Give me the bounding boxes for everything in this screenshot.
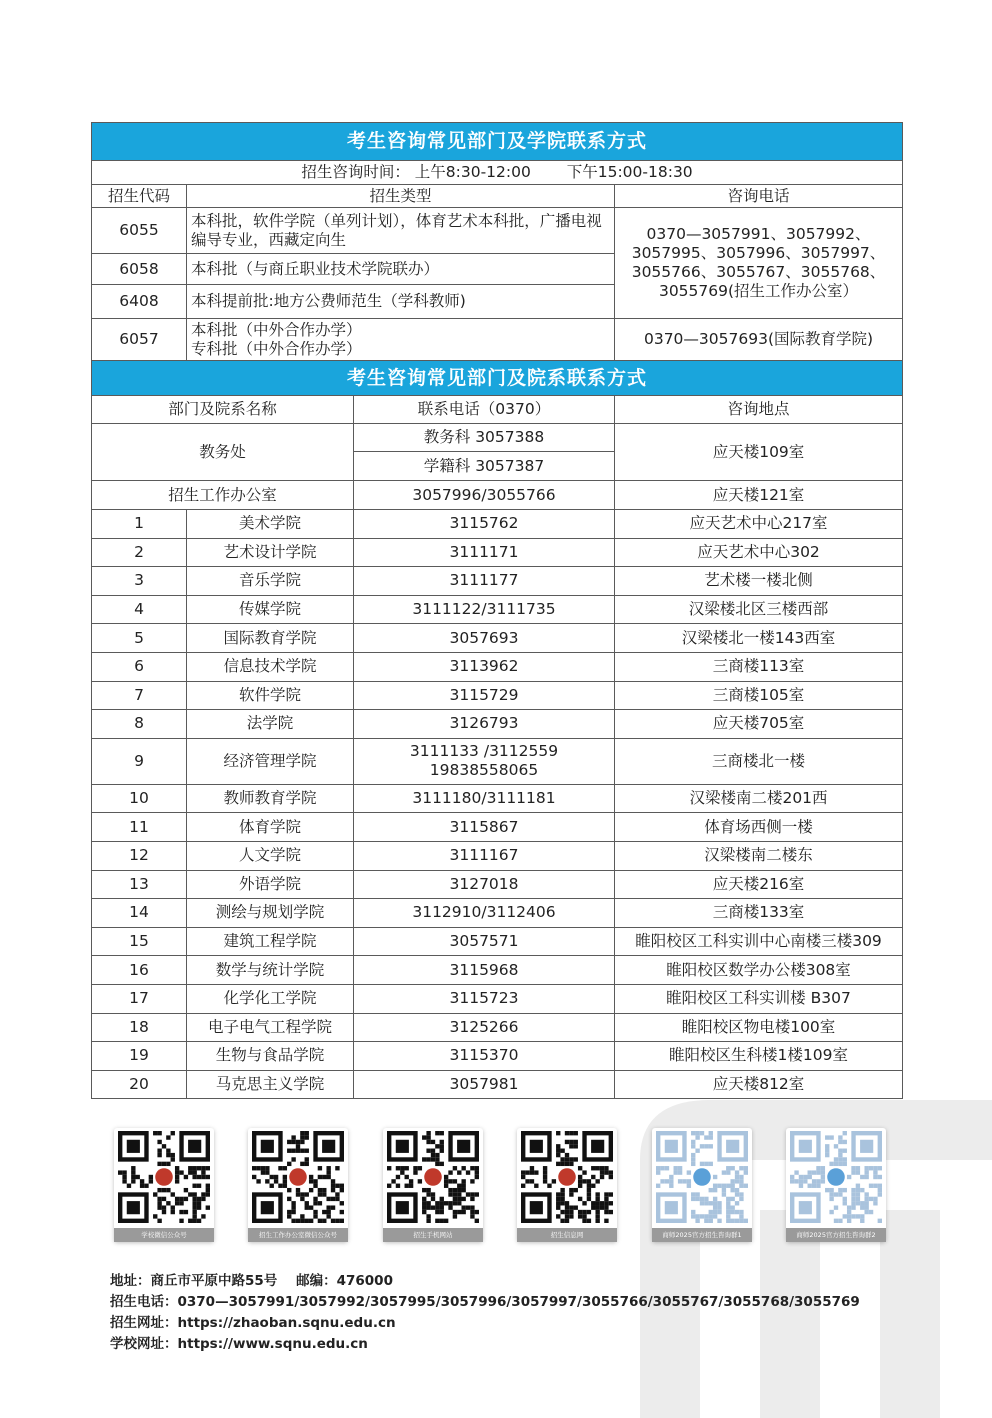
row-number: 18 [92, 1013, 187, 1042]
admission-code: 6058 [92, 254, 187, 285]
table-row [92, 738, 903, 784]
college-place: 汉梁楼南二楼201西 [615, 784, 903, 813]
college-phone: 3111122/3111735 [354, 595, 615, 624]
row-number: 7 [92, 681, 187, 710]
college-place: 汉梁楼南二楼东 [615, 841, 903, 870]
college-name: 体育学院 [187, 813, 354, 842]
college-name: 电子电气工程学院 [187, 1013, 354, 1042]
phone-value: 0370—3057991/3057992/3057995/3057996/3057997/3055766/3055767/3055768/3055769 [177, 1294, 860, 1310]
college-phone: 3127018 [354, 870, 615, 899]
qr-card [652, 1128, 752, 1242]
school-url-line [110, 1334, 860, 1355]
college-place: 睢阳校区工科实训楼 B307 [615, 984, 903, 1013]
table-row [92, 899, 903, 928]
zhaoban-url-link[interactable]: https://zhaoban.sqnu.edu.cn [177, 1315, 396, 1331]
table-row [92, 710, 903, 739]
admission-code: 6057 [92, 319, 187, 361]
college-name: 数学与统计学院 [187, 956, 354, 985]
college-place: 应天艺术中心217室 [615, 510, 903, 539]
college-phone: 3125266 [354, 1013, 615, 1042]
college-phone: 3111167 [354, 841, 615, 870]
qr-card [786, 1128, 886, 1242]
college-name: 教师教育学院 [187, 784, 354, 813]
college-place: 应天楼705室 [615, 710, 903, 739]
table-row [92, 1070, 903, 1099]
header-phone: 咨询电话 [615, 185, 903, 208]
college-phone: 3111171 [354, 538, 615, 567]
header-dept-place: 咨询地点 [615, 396, 903, 424]
admission-code-table [91, 122, 903, 361]
college-phone: 3115762 [354, 510, 615, 539]
college-place: 睢阳校区工科实训中心南楼三楼309 [615, 927, 903, 956]
qr-code-icon [790, 1131, 882, 1223]
college-name: 软件学院 [187, 681, 354, 710]
college-place: 应天楼812室 [615, 1070, 903, 1099]
school-url-label: 学校网址： [110, 1336, 178, 1352]
qr-caption: 招生信息网 [517, 1228, 617, 1242]
footer-contact [110, 1271, 860, 1355]
consult-phone-intl: 0370—3057693(国际教育学院) [615, 319, 903, 361]
dept-place: 应天楼121室 [615, 481, 903, 510]
row-number: 9 [92, 738, 187, 784]
table-row [92, 510, 903, 539]
college-place: 汉梁楼北一楼143西室 [615, 624, 903, 653]
college-phone: 3115370 [354, 1042, 615, 1071]
college-name: 国际教育学院 [187, 624, 354, 653]
row-number: 12 [92, 841, 187, 870]
admission-type: 本科批（与商丘职业技术学院联办） [187, 254, 615, 285]
college-place: 汉梁楼北区三楼西部 [615, 595, 903, 624]
row-number: 10 [92, 784, 187, 813]
qr-code-icon [387, 1131, 479, 1223]
qr-code-icon [252, 1131, 344, 1223]
college-phone: 3126793 [354, 710, 615, 739]
table2-title: 考生咨询常见部门及院系联系方式 [92, 361, 903, 396]
consult-phone-main: 0370—3057991、3057992、3057995、3057996、3057997、3055766、3055767、3055768、3055769(招生工作办公室） [615, 208, 903, 319]
table-row [92, 319, 903, 361]
admission-type: 本科批，软件学院（单列计划），体育艺术本科批，广播电视编导专业，西藏定向生 [187, 208, 615, 254]
header-dept-name: 部门及院系名称 [92, 396, 354, 424]
table-row [92, 424, 903, 452]
table-row [92, 1013, 903, 1042]
college-name: 美术学院 [187, 510, 354, 539]
contact-sheet [91, 122, 902, 1099]
qr-caption: 商师2025官方招生咨询群2 [786, 1228, 886, 1242]
college-phone: 3057571 [354, 927, 615, 956]
college-name: 测绘与规划学院 [187, 899, 354, 928]
college-place: 三商楼105室 [615, 681, 903, 710]
college-place: 体育场西侧一楼 [615, 813, 903, 842]
qr-code-icon [118, 1131, 210, 1223]
dept-place: 应天楼109室 [615, 424, 903, 481]
zhaoban-url-line [110, 1313, 860, 1334]
table-row [92, 956, 903, 985]
row-number: 1 [92, 510, 187, 539]
college-phone: 3115968 [354, 956, 615, 985]
header-type: 招生类型 [187, 185, 615, 208]
qr-code-icon [521, 1131, 613, 1223]
consult-time-pm: 下午15:00-18:30 [566, 163, 693, 181]
header-code: 招生代码 [92, 185, 187, 208]
table-row [92, 784, 903, 813]
table-row [92, 870, 903, 899]
qr-caption: 招生手机网站 [383, 1228, 483, 1242]
consult-time-row [92, 161, 903, 185]
row-number: 11 [92, 813, 187, 842]
qr-card [248, 1128, 348, 1242]
address-label: 地址： [110, 1273, 151, 1289]
college-phone-line: 3111133 /3112559 [409, 742, 559, 761]
college-place: 三商楼北一楼 [615, 738, 903, 784]
table-row [92, 984, 903, 1013]
consult-time-label: 招生咨询时间： [301, 163, 410, 181]
row-number: 16 [92, 956, 187, 985]
row-number: 15 [92, 927, 187, 956]
qr-card [114, 1128, 214, 1242]
table1-header-row [92, 185, 903, 208]
college-place: 睢阳校区生科楼1楼109室 [615, 1042, 903, 1071]
college-phone: 3057981 [354, 1070, 615, 1099]
college-place: 睢阳校区数学办公楼308室 [615, 956, 903, 985]
zhaoban-url-label: 招生网址： [110, 1315, 178, 1331]
row-number: 8 [92, 710, 187, 739]
college-place: 三商楼113室 [615, 652, 903, 681]
college-phone: 3111180/3111181 [354, 784, 615, 813]
row-number: 5 [92, 624, 187, 653]
college-phone-line: 19838558065 [429, 761, 539, 780]
college-place: 三商楼133室 [615, 899, 903, 928]
college-name: 传媒学院 [187, 595, 354, 624]
table-row [92, 813, 903, 842]
row-number: 4 [92, 595, 187, 624]
table-row [92, 652, 903, 681]
college-phone: 3115723 [354, 984, 615, 1013]
table-row [92, 624, 903, 653]
qr-caption: 商师2025官方招生咨询群1 [652, 1228, 752, 1242]
admission-type-line: 本科批（中外合作办学） [191, 320, 362, 339]
qr-card [517, 1128, 617, 1242]
college-phone [354, 738, 615, 784]
row-number: 17 [92, 984, 187, 1013]
college-place: 睢阳校区物电楼100室 [615, 1013, 903, 1042]
college-phone: 3112910/3112406 [354, 899, 615, 928]
department-contact-table [91, 360, 903, 1099]
table-row [92, 567, 903, 596]
college-phone: 3115729 [354, 681, 615, 710]
phone-line [110, 1292, 860, 1313]
qr-caption: 招生工作办公室微信公众号 [248, 1228, 348, 1242]
college-phone: 3115867 [354, 813, 615, 842]
table-row [92, 1042, 903, 1071]
table-row [92, 208, 903, 254]
admission-type-line: 专科批（中外合作办学） [191, 339, 362, 358]
row-number: 20 [92, 1070, 187, 1099]
address-line [110, 1271, 860, 1292]
admission-code: 6408 [92, 285, 187, 319]
table-row [92, 927, 903, 956]
qr-code-icon [656, 1131, 748, 1223]
consult-time-am: 上午8:30-12:00 [414, 163, 531, 181]
college-name: 人文学院 [187, 841, 354, 870]
qr-card [383, 1128, 483, 1242]
college-name: 信息技术学院 [187, 652, 354, 681]
dept-phone: 教务科 3057388 [354, 424, 615, 452]
admission-code: 6055 [92, 208, 187, 254]
row-number: 2 [92, 538, 187, 567]
zip-label: 邮编： [296, 1273, 337, 1289]
admission-type: 本科提前批:地方公费师范生（学科教师) [187, 285, 615, 319]
row-number: 13 [92, 870, 187, 899]
college-place: 艺术楼一楼北侧 [615, 567, 903, 596]
phone-label: 招生电话： [110, 1294, 178, 1310]
college-name: 生物与食品学院 [187, 1042, 354, 1071]
dept-phone: 3057996/3055766 [354, 481, 615, 510]
row-number: 19 [92, 1042, 187, 1071]
dept-phone: 学籍科 3057387 [354, 452, 615, 481]
address-value: 商丘市平原中路55号 [150, 1273, 278, 1289]
school-url-link[interactable]: https://www.sqnu.edu.cn [177, 1336, 368, 1352]
header-dept-phone: 联系电话（0370） [354, 396, 615, 424]
college-name: 马克思主义学院 [187, 1070, 354, 1099]
admission-type [187, 319, 615, 361]
college-place: 应天艺术中心302 [615, 538, 903, 567]
table1-title: 考生咨询常见部门及学院联系方式 [92, 123, 903, 161]
dept-name: 招生工作办公室 [92, 481, 354, 510]
qr-caption: 学校微信公众号 [114, 1228, 214, 1242]
table2-header-row [92, 396, 903, 424]
college-name: 化学化工学院 [187, 984, 354, 1013]
college-phone: 3057693 [354, 624, 615, 653]
row-number: 6 [92, 652, 187, 681]
college-phone: 3113962 [354, 652, 615, 681]
college-place: 应天楼216室 [615, 870, 903, 899]
college-phone: 3111177 [354, 567, 615, 596]
table-row [92, 595, 903, 624]
table-row [92, 681, 903, 710]
college-name: 建筑工程学院 [187, 927, 354, 956]
college-name: 外语学院 [187, 870, 354, 899]
table-row [92, 841, 903, 870]
dept-name: 教务处 [92, 424, 354, 481]
zip-value: 476000 [336, 1273, 393, 1289]
college-name: 经济管理学院 [187, 738, 354, 784]
row-number: 14 [92, 899, 187, 928]
college-name: 艺术设计学院 [187, 538, 354, 567]
college-name: 法学院 [187, 710, 354, 739]
table-row [92, 538, 903, 567]
row-number: 3 [92, 567, 187, 596]
table-row [92, 481, 903, 510]
college-name: 音乐学院 [187, 567, 354, 596]
